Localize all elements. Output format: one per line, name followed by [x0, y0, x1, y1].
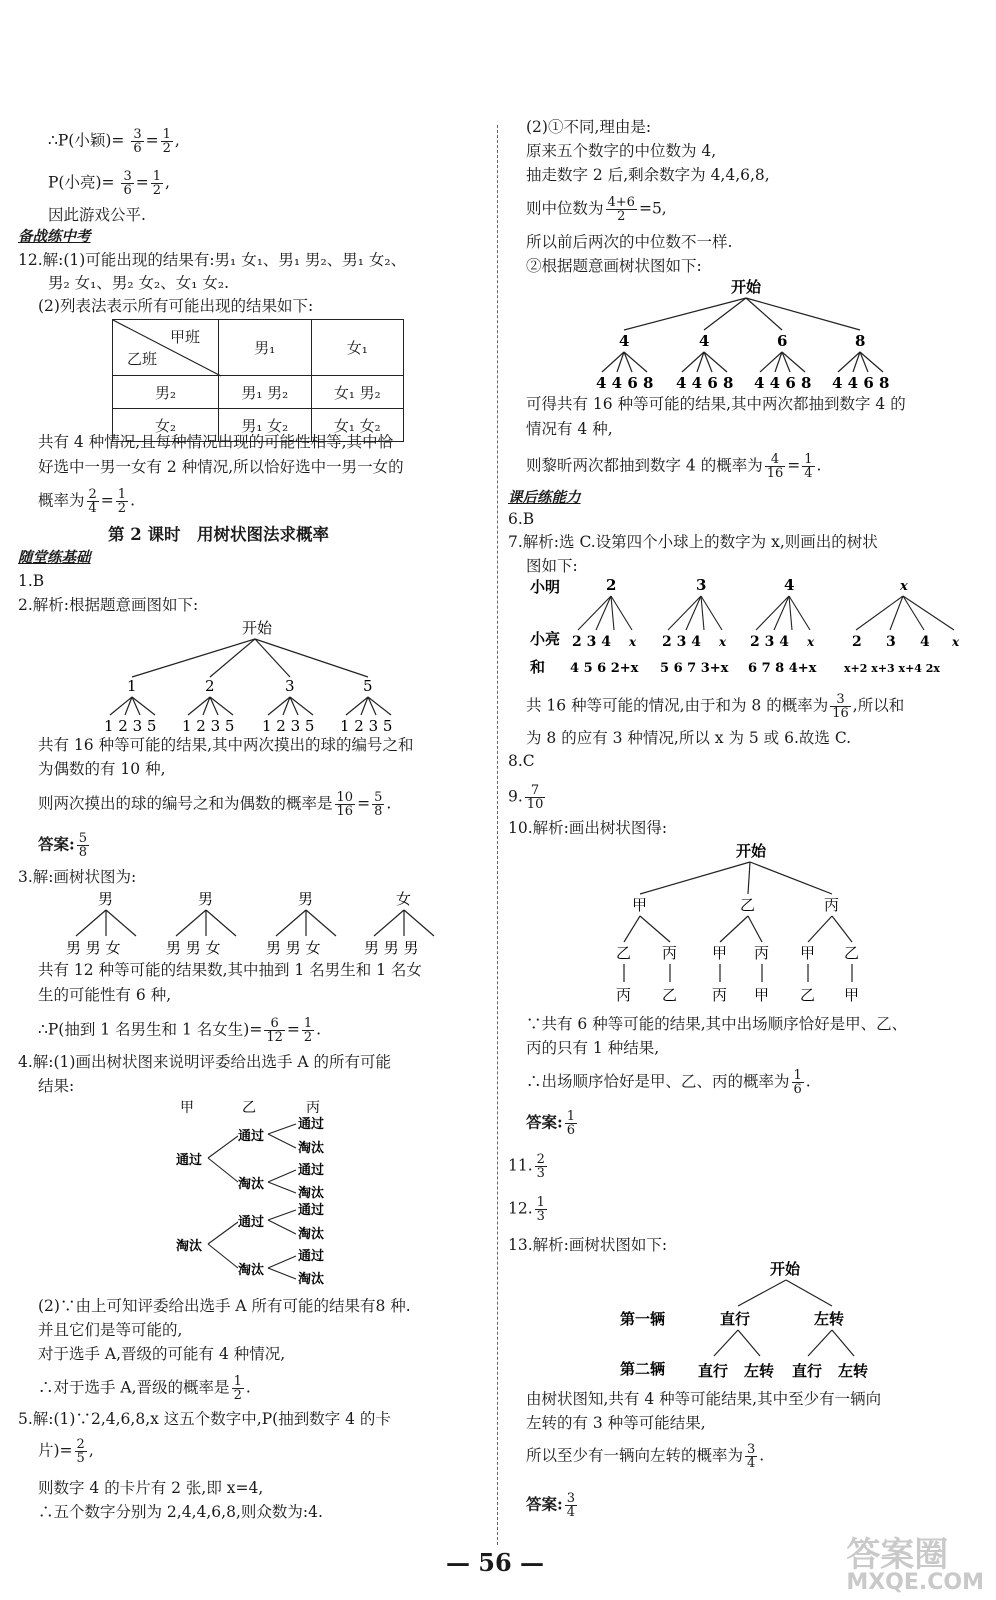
svg-text:通过: 通过 [238, 1215, 265, 1230]
table-col-header: 男₁ [219, 320, 311, 376]
line-p-xiaoying: ∴P(小颖)= $\frac{3}{6}$ = $\frac{1}{2}$ , [48, 127, 180, 156]
svg-text:乙: 乙 [740, 896, 756, 914]
svg-text:3: 3 [696, 576, 707, 594]
watermark-logo: 答案圈 MXQE.COM [846, 1535, 984, 1595]
q2-sum2: 为偶数的有 10 种, [38, 760, 166, 778]
svg-text:x: x [952, 635, 960, 649]
line-fair: 因此游戏公平. [48, 206, 146, 224]
q12-line3: (2)列表法表示所有可能出现的结果如下: [38, 297, 314, 315]
svg-text:淘汰: 淘汰 [238, 1263, 265, 1278]
svg-text:甲: 甲 [632, 896, 648, 914]
q1: 1.B [18, 572, 45, 590]
q10-sum1: ∵共有 6 种等可能的结果,其中出场顺序恰好是甲、乙、 [526, 1015, 908, 1033]
svg-text:小明: 小明 [530, 578, 561, 596]
svg-text:淘汰: 淘汰 [176, 1239, 203, 1254]
svg-text:丙: 丙 [662, 944, 678, 962]
median-tree-diagram [588, 276, 918, 392]
svg-text:4: 4 [699, 332, 710, 350]
q12-sum1: 共有 4 种情况,且每种情况出现的可能性相等,其中恰 [38, 433, 394, 451]
r-line5: 所以前后两次的中位数不一样. [526, 233, 733, 251]
q5-line1: 5.解:(1)∵2,4,6,8,x 这五个数字中,P(抽到数字 4 的卡 [18, 1410, 391, 1428]
svg-text:直行: 直行 [792, 1362, 823, 1380]
svg-text:1 2 3 5: 1 2 3 5 [340, 717, 393, 735]
svg-text:x: x [807, 635, 815, 649]
q10-answer: 答案: $\frac{1}{6}$ [526, 1109, 576, 1138]
q2-answer: 答案: $\frac{5}{8}$ [38, 831, 88, 860]
svg-text:x: x [900, 579, 908, 594]
q13-sum2: 左转的有 3 种等可能结果, [526, 1414, 706, 1432]
svg-text:通过: 通过 [298, 1203, 325, 1218]
q12: 12. $\frac{1}{3}$ [508, 1195, 545, 1224]
table-cell: 男₁ 男₂ [219, 376, 311, 409]
q2-title: 2.解析:根据题意画图如下: [18, 596, 199, 614]
svg-text:通过: 通过 [298, 1117, 325, 1132]
svg-text:男 男 男: 男 男 男 [364, 939, 419, 957]
svg-text:2: 2 [852, 634, 862, 650]
svg-text:2: 2 [205, 677, 215, 695]
svg-text:1 2 3 5: 1 2 3 5 [262, 717, 315, 735]
q7-sum1: 共 16 种等可能的情况,由于和为 8 的概率为 $\frac{3}{16}$ ,所以和 [526, 692, 905, 721]
r-line6: ②根据题意画树状图如下: [526, 257, 702, 275]
svg-text:2: 2 [606, 576, 617, 594]
q11: 11. $\frac{2}{3}$ [508, 1152, 545, 1181]
q4-title1: 4.解:(1)画出树状图来说明评委给出选手 A 的所有可能 [18, 1053, 392, 1071]
q4-part2-1: (2)∵由上可知评委给出选手 A 所有可能的结果有8 种. [38, 1297, 411, 1315]
svg-text:通过: 通过 [238, 1129, 265, 1144]
section-kehou: 课后练能力 [508, 489, 581, 506]
svg-text:淘汰: 淘汰 [298, 1186, 325, 1201]
svg-text:开始: 开始 [736, 842, 767, 860]
r-line3: 抽走数字 2 后,剩余数字为 4,4,6,8, [526, 166, 770, 184]
q5-line4: ∴五个数字分别为 2,4,4,6,8,则众数为:4. [38, 1503, 323, 1521]
svg-text:3: 3 [886, 634, 896, 650]
section-beizhan: 备战练中考 [18, 228, 91, 245]
svg-text:4 4 6 8: 4 4 6 8 [596, 374, 654, 392]
svg-text:淘汰: 淘汰 [298, 1272, 325, 1287]
table-row-header: 男₂ [113, 376, 219, 409]
svg-text:x: x [629, 635, 637, 649]
q10-sum3: ∴出场顺序恰好是甲、乙、丙的概率为 $\frac{1}{6}$ . [526, 1068, 811, 1097]
svg-text:x: x [719, 635, 727, 649]
q12-sum3: 概率为 $\frac{2}{4}$ = $\frac{1}{2}$ . [38, 487, 136, 516]
svg-text:男: 男 [298, 890, 314, 908]
q3-sum1: 共有 12 种等可能的结果数,其中抽到 1 名男生和 1 名女 [38, 961, 422, 979]
svg-text:女: 女 [396, 890, 412, 908]
q13-tree-diagram [610, 1256, 900, 1386]
svg-text:8: 8 [855, 332, 866, 350]
q4-part2-3: 对于选手 A,晋级的可能有 4 种情况, [38, 1345, 286, 1363]
q7-line2: 图如下: [526, 557, 578, 575]
svg-text:2 3 4: 2 3 4 [750, 634, 789, 650]
svg-text:通过: 通过 [298, 1249, 325, 1264]
svg-text:丙: 丙 [754, 944, 770, 962]
svg-text:左转: 左转 [838, 1362, 869, 1380]
q10-tree-diagram [616, 838, 880, 1008]
q13-sum1: 由树状图知,共有 4 种等可能结果,其中至少有一辆向 [526, 1390, 882, 1408]
svg-text:淘汰: 淘汰 [298, 1227, 325, 1242]
q3-title: 3.解:画树状图为: [18, 868, 137, 886]
svg-text:甲: 甲 [800, 944, 816, 962]
q12-sum2: 好选中一男一女有 2 种情况,所以恰好选中一男一女的 [38, 458, 404, 476]
svg-text:丙: 丙 [712, 986, 728, 1004]
q13-sum3: 所以至少有一辆向左转的概率为 $\frac{3}{4}$ . [526, 1442, 765, 1471]
section-suitang: 随堂练基础 [18, 549, 91, 566]
line-p-xiaoliang: P(小亮)= $\frac{3}{6}$ = $\frac{1}{2}$ , [48, 169, 170, 198]
q4-tree-diagram [170, 1098, 370, 1290]
svg-text:1: 1 [127, 677, 137, 695]
r-line7: 可得共有 16 种等可能的结果,其中两次都抽到数字 4 的 [526, 395, 906, 413]
svg-text:第二辆: 第二辆 [620, 1360, 666, 1378]
svg-text:2 3 4: 2 3 4 [572, 634, 611, 650]
r-line1: (2)①不同,理由是: [526, 118, 652, 136]
q9: 9. $\frac{7}{10}$ [508, 783, 544, 812]
q3-sum3: ∴P(抽到 1 名男生和 1 名女生)= $\frac{6}{12}$ = $\frac{1}{2}$ . [38, 1016, 322, 1045]
svg-text:乙: 乙 [242, 1100, 256, 1116]
q2-sum3: 则两次摸出的球的编号之和为偶数的概率是 $\frac{10}{16}$ = $\frac{5}{8}$ . [38, 790, 392, 819]
svg-text:4: 4 [619, 332, 630, 350]
svg-text:丙: 丙 [616, 986, 632, 1004]
svg-text:淘汰: 淘汰 [298, 1141, 325, 1156]
svg-text:2 3 4: 2 3 4 [662, 634, 701, 650]
svg-text:4 4 6 8: 4 4 6 8 [676, 374, 734, 392]
page-number: — 56 — [445, 1548, 545, 1577]
svg-text:左转: 左转 [744, 1362, 775, 1380]
svg-text:直行: 直行 [698, 1362, 729, 1380]
q4-part2-4: ∴对于选手 A,晋级的概率是 $\frac{1}{2}$ . [38, 1374, 251, 1403]
q5-line2: 片)= $\frac{2}{5}$ , [38, 1437, 94, 1466]
table-col-header: 女₁ [311, 320, 404, 376]
svg-text:甲: 甲 [712, 944, 728, 962]
svg-text:4 4 6 8: 4 4 6 8 [832, 374, 890, 392]
svg-text:6 7 8 4+x: 6 7 8 4+x [748, 661, 817, 676]
q3-sum2: 生的可能性有 6 种, [38, 986, 172, 1004]
q10-sum2: 丙的只有 1 种结果, [526, 1039, 660, 1057]
svg-text:甲: 甲 [844, 986, 860, 1004]
svg-text:通过: 通过 [176, 1153, 203, 1168]
table-cell: 男₁ 女₂ [219, 409, 311, 442]
svg-text:3: 3 [285, 677, 295, 695]
svg-text:乙: 乙 [662, 986, 678, 1004]
lesson-title: 第 2 课时 用树状图法求概率 [108, 525, 329, 544]
svg-text:通过: 通过 [298, 1163, 325, 1178]
svg-text:直行: 直行 [720, 1310, 751, 1328]
svg-text:男 男 女: 男 男 女 [166, 939, 221, 957]
svg-text:甲: 甲 [754, 986, 770, 1004]
q6: 6.B [508, 510, 535, 528]
svg-text:开始: 开始 [731, 278, 762, 296]
svg-text:男 男 女: 男 男 女 [66, 939, 121, 957]
q7-line1: 7.解析:选 C.设第四个小球上的数字为 x,则画出的树状 [508, 533, 878, 551]
q2-sum1: 共有 16 种等可能的结果,其中两次摸出的球的编号之和 [38, 736, 414, 754]
svg-text:5 6 7 3+x: 5 6 7 3+x [660, 661, 729, 676]
svg-text:乙: 乙 [800, 986, 816, 1004]
table-corner: 甲班 乙班 [113, 320, 219, 376]
svg-text:男: 男 [198, 890, 214, 908]
svg-text:4 4 6 8: 4 4 6 8 [754, 374, 812, 392]
svg-text:5: 5 [363, 677, 373, 695]
svg-text:4: 4 [920, 634, 930, 650]
svg-text:乙: 乙 [844, 944, 860, 962]
q7-sum2: 为 8 的应有 3 种情况,所以 x 为 5 或 6.故选 C. [526, 729, 852, 747]
svg-text:第一辆: 第一辆 [620, 1310, 666, 1328]
q10-title: 10.解析:画出树状图得: [508, 819, 668, 837]
svg-text:4: 4 [784, 576, 795, 594]
svg-text:1 2 3 5: 1 2 3 5 [104, 717, 157, 735]
q4-part2-2: 并且它们是等可能的, [38, 1321, 183, 1339]
table-cell: 女₁ 女₂ [311, 409, 404, 442]
svg-text:淘汰: 淘汰 [238, 1177, 265, 1192]
svg-text:4 5 6 2+x: 4 5 6 2+x [570, 661, 639, 676]
column-divider [497, 125, 498, 1545]
r-line8: 情况有 4 种, [526, 420, 613, 438]
svg-text:男 男 女: 男 男 女 [266, 939, 321, 957]
svg-text:x+2 x+3 x+4 2x: x+2 x+3 x+4 2x [844, 662, 940, 675]
q5-line3: 则数字 4 的卡片有 2 张,即 x=4, [38, 1479, 264, 1497]
tree-node-start: 开始 [242, 619, 273, 637]
q2-tree-diagram [90, 615, 420, 735]
svg-text:6: 6 [777, 332, 788, 350]
table-cell: 女₁ 男₂ [311, 376, 404, 409]
table-row-header: 女₂ [113, 409, 219, 442]
q3-tree-diagram [60, 888, 450, 958]
result-table [112, 319, 404, 442]
q13-title: 13.解析:画树状图如下: [508, 1236, 668, 1254]
svg-text:乙: 乙 [616, 944, 632, 962]
q12-line2: 男₂ 女₁、男₂ 女₂、女₁ 女₂. [48, 274, 229, 292]
q12-line1: 12.解:(1)可能出现的结果有:男₁ 女₁、男₁ 男₂、男₁ 女₂、 [18, 251, 407, 269]
svg-text:丙: 丙 [306, 1100, 320, 1116]
svg-text:男: 男 [98, 890, 114, 908]
svg-text:甲: 甲 [180, 1100, 194, 1116]
r-line4: 则中位数为 $\frac{4+6}{2}$ =5, [526, 195, 667, 224]
svg-text:开始: 开始 [770, 1260, 801, 1278]
svg-text:左转: 左转 [814, 1310, 845, 1328]
q13-answer: 答案: $\frac{3}{4}$ [526, 1491, 576, 1520]
svg-text:1 2 3 5: 1 2 3 5 [182, 717, 235, 735]
q7-tree-diagram [526, 574, 966, 684]
r-line2: 原来五个数字的中位数为 4, [526, 142, 717, 160]
svg-text:和: 和 [530, 658, 546, 676]
q4-title2: 结果: [38, 1077, 75, 1095]
r-line9: 则黎昕两次都抽到数字 4 的概率为 $\frac{4}{16}$ = $\frac{1}{4}$ . [526, 452, 822, 481]
svg-text:丙: 丙 [824, 896, 840, 914]
svg-text:小亮: 小亮 [530, 630, 561, 648]
q8: 8.C [508, 752, 535, 770]
